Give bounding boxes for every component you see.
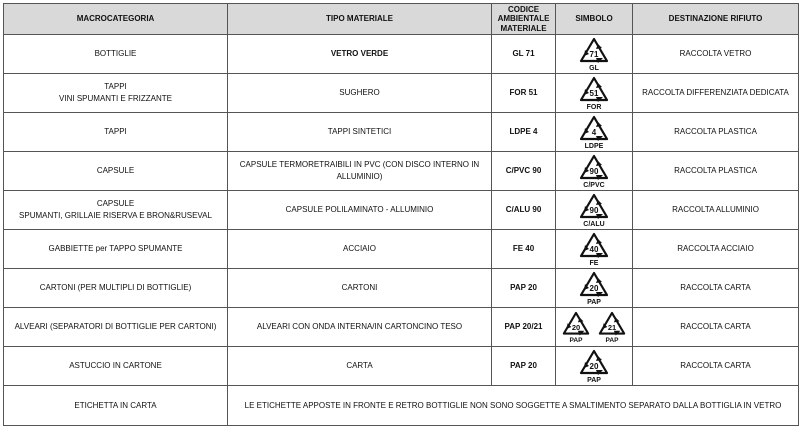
cell-macrocategoria [4,308,228,347]
cell-tipo-materiale: TAPPI SINTETICI [228,113,492,152]
macro-line-2: SPUMANTI, GRILLAIE RISERVA E BRON&RUSEVAL [19,211,212,220]
cell-simbolo [556,113,633,152]
symbol-number: 21 [607,322,617,332]
symbol-label: PAP [587,377,601,384]
cell-tipo-materiale: ACCIAIO [228,230,492,269]
cell-destinazione: RACCOLTA ACCIAIO [633,230,799,269]
cell-macrocategoria [4,113,228,152]
header-codice-line-2: AMBIENTALE [497,14,550,24]
symbol-number: 90 [589,206,599,215]
recycling-table [3,3,799,426]
cell-destinazione: RACCOLTA VETRO [633,35,799,74]
cell-tipo-materiale: CAPSULE POLILAMINATO - ALLUMINIO [228,191,492,230]
cell-codice: FOR 51 [492,74,556,113]
cell-simbolo [556,347,633,386]
header-tipo-materiale: TIPO MATERIALE [228,4,492,35]
symbol-label: LDPE [584,143,604,150]
recycle-triangle-icon [578,231,610,267]
recycle-triangle-icon [578,36,610,72]
symbol-group [558,192,630,228]
cell-simbolo [556,152,633,191]
macro-line-2: VINI SPUMANTI E FRIZZANTE [59,94,172,103]
cell-macrocategoria [4,35,228,74]
cell-tipo-materiale: CAPSULE TERMORETRAIBILI IN PVC (CON DISCO INTERNO IN ALLUMINIO) [228,152,492,191]
symbol-label: FE [589,260,599,267]
cell-destinazione: RACCOLTA CARTA [633,308,799,347]
macro-line-1: TAPPI [104,82,127,92]
recycle-triangle-icon [597,309,627,345]
cell-simbolo [556,74,633,113]
symbol-label: FOR [586,104,602,111]
symbol-label: C/PVC [583,182,605,189]
cell-macrocategoria [4,74,228,113]
header-simbolo: SIMBOLO [556,4,633,35]
cell-simbolo [556,230,633,269]
recycle-triangle-icon [578,114,610,150]
cell-destinazione: RACCOLTA ALLUMINIO [633,191,799,230]
cell-tipo-materiale: SUGHERO [228,74,492,113]
symbol-label: PAP [605,337,619,344]
cell-codice: GL 71 [492,35,556,74]
recycle-triangle-icon [578,270,610,306]
symbol-label: PAP [569,337,583,344]
cell-macrocategoria [4,269,228,308]
cell-tipo-materiale: CARTA [228,347,492,386]
cell-destinazione: RACCOLTA PLASTICA [633,152,799,191]
table-row [4,113,799,152]
table-row [4,308,799,347]
header-destinazione: DESTINAZIONE RIFIUTO [633,4,799,35]
cell-codice: PAP 20 [492,347,556,386]
header-codice-line-3: MATERIALE [500,23,547,33]
cell-simbolo [556,308,633,347]
symbol-group [558,36,630,72]
recycle-triangle-icon [578,192,610,228]
cell-macrocategoria [4,152,228,191]
cell-codice: C/PVC 90 [492,152,556,191]
recycle-triangle-icon [578,153,610,189]
header-macrocategoria: MACROCATEGORIA [4,4,228,35]
symbol-number: 90 [589,167,599,176]
recycle-triangle-icon [578,348,610,384]
table-row [4,191,799,230]
symbol-label: PAP [587,299,601,306]
macro-line-1: GABBIETTE per TAPPO SPUMANTE [48,244,183,254]
macro-line-1: TAPPI [104,127,127,137]
cell-simbolo [556,269,633,308]
symbol-number: 71 [589,50,599,59]
cell-codice: PAP 20 [492,269,556,308]
table-row [4,74,799,113]
header-row [4,4,799,35]
table-row-etichetta [4,386,799,426]
symbol-group [558,348,630,384]
symbol-number: 20 [589,284,599,293]
cell-tipo-materiale: CARTONI [228,269,492,308]
symbol-number: 4 [591,128,597,137]
symbol-number: 20 [571,322,581,332]
cell-simbolo [556,35,633,74]
macro-line-1: ASTUCCIO IN CARTONE [69,361,162,371]
cell-codice: C/ALU 90 [492,191,556,230]
symbol-number: 51 [589,89,599,98]
header-codice-ambientale [492,4,556,35]
macro-line-1: CAPSULE [96,166,135,176]
macro-line-1: CARTONI (PER MULTIPLI DI BOTTIGLIE) [39,283,192,293]
symbol-group [558,270,630,306]
symbol-group [558,231,630,267]
macro-line-1: BOTTIGLIE [94,49,137,59]
cell-destinazione: RACCOLTA PLASTICA [633,113,799,152]
cell-macrocategoria: ETICHETTA IN CARTA [4,386,228,426]
symbol-number: 20 [589,362,599,371]
table-row [4,35,799,74]
cell-codice: FE 40 [492,230,556,269]
symbol-number: 40 [589,245,599,254]
cell-macrocategoria [4,230,228,269]
recycle-triangle-icon [578,75,610,111]
table-body [4,35,799,426]
cell-note: LE ETICHETTE APPOSTE IN FRONTE E RETRO BOTTIGLIE NON SONO SOGGETTE A SMALTIMENTO SEPARATO DALLA BOTTIGLIA IN VETRO [228,386,799,426]
recycle-triangle-icon [561,309,591,345]
cell-macrocategoria [4,347,228,386]
symbol-group [558,114,630,150]
cell-destinazione: RACCOLTA CARTA [633,347,799,386]
symbol-label: GL [589,65,599,72]
cell-simbolo [556,191,633,230]
header-codice-line-1: CODICE [507,5,540,15]
symbol-label: C/ALU [583,221,605,228]
cell-tipo-materiale: ALVEARI CON ONDA INTERNA/IN CARTONCINO TESO [228,308,492,347]
symbol-group [558,75,630,111]
macro-line-1: ALVEARI (SEPARATORI DI BOTTIGLIE PER CARTONI) [14,322,217,332]
table-row [4,347,799,386]
table-row [4,230,799,269]
table-row [4,269,799,308]
cell-tipo-materiale: VETRO VERDE [228,35,492,74]
macro-line-1: CAPSULE [96,199,135,209]
table-row [4,152,799,191]
symbol-group [558,309,630,345]
cell-macrocategoria [4,191,228,230]
cell-codice: LDPE 4 [492,113,556,152]
cell-destinazione: RACCOLTA CARTA [633,269,799,308]
cell-codice: PAP 20/21 [492,308,556,347]
symbol-group [558,153,630,189]
cell-destinazione: RACCOLTA DIFFERENZIATA DEDICATA [633,74,799,113]
